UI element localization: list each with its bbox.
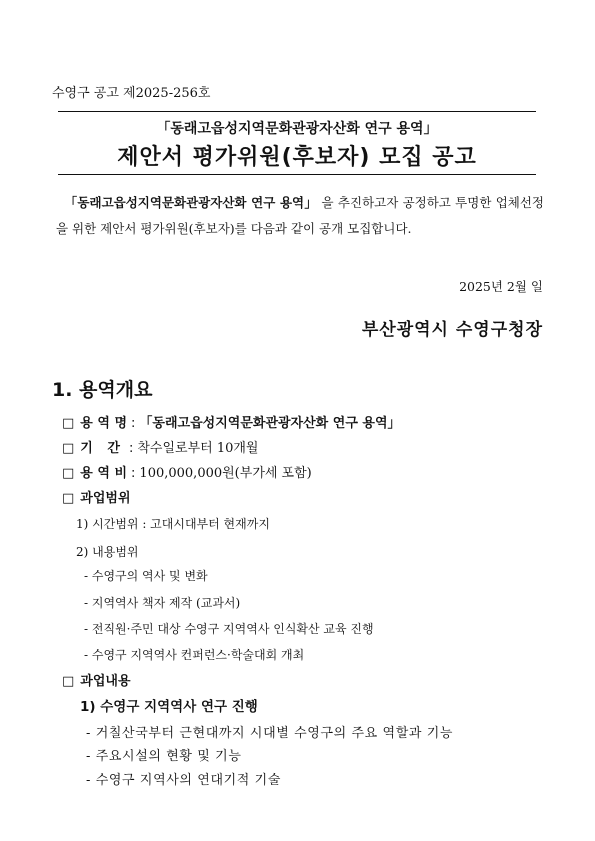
cost-row: □ 용 역 비 : 100,000,000원(부가세 포함)	[62, 462, 312, 481]
list-item: - 전직원·주민 대상 수영구 지역역사 인식확산 교육 진행	[84, 622, 374, 636]
list-item: - 수영구의 역사 및 변화	[84, 569, 208, 583]
list-item: - 수영구 지역사의 연대기적 기술	[86, 773, 281, 788]
title-rule	[58, 174, 536, 175]
checkbox-icon: □	[62, 416, 75, 431]
checkbox-icon: □	[62, 441, 75, 456]
notice-date: 2025년 2월 일	[459, 279, 543, 294]
checkbox-icon: □	[62, 674, 75, 689]
section1-heading: 1. 용역개요	[52, 379, 153, 401]
checkbox-icon: □	[62, 491, 75, 506]
period-row: □ 기 간 : 착수일로부터 10개월	[62, 437, 258, 456]
page-title: 제안서 평가위원(후보자) 모집 공고	[117, 145, 477, 170]
intro-paragraph	[56, 190, 544, 242]
service-name-row: □ 용 역 명 : 「동래고읍성지역문화관광자산화 연구 용역」	[62, 412, 401, 431]
scope-time: 1) 시간범위 : 고대시대부터 현재까지	[76, 517, 270, 531]
task-sub-title: 1) 수영구 지역역사 연구 진행	[80, 699, 258, 715]
list-item: - 거칠산국부터 근현대까지 시대별 수영구의 주요 역할과 기능	[86, 726, 454, 741]
service-name-label: 용 역 명	[80, 416, 128, 431]
checkbox-icon: □	[62, 466, 75, 481]
scope-row	[62, 487, 131, 506]
scope-label: 과업범위	[80, 491, 131, 506]
intro-text: 을 추진하고자 공정하고 투명한 업체선정을 위한 제안서 평가위원(후보자)를 다음과 같이 공개 모집합니다.	[56, 195, 544, 236]
cost-label: 용 역 비	[80, 466, 128, 481]
cost-value: 100,000,000원(부가세 포함)	[139, 466, 312, 481]
list-item: - 주요시설의 현황 및 기능	[86, 749, 242, 764]
service-name-value: 「동래고읍성지역문화관광자산화 연구 용역」	[139, 416, 401, 431]
title-line1: 「동래고읍성지역문화관광자산화 연구 용역」	[156, 121, 438, 137]
scope-content-title: 2) 내용범위	[76, 545, 139, 559]
period-value: 착수일로부터 10개월	[137, 441, 259, 456]
top-rule	[58, 111, 536, 112]
list-item: - 지역역사 책자 제작 (교과서)	[84, 596, 241, 610]
notice-number: 수영구 공고 제2025-256호	[52, 86, 211, 101]
task-label: 과업내용	[80, 674, 131, 689]
period-label: 기 간	[80, 441, 125, 456]
issuer: 부산광역시 수영구청장	[361, 320, 543, 340]
list-item: - 수영구 지역역사 컨퍼런스·학술대회 개최	[84, 648, 305, 662]
task-row	[62, 670, 131, 689]
intro-project-name: 「동래고읍성지역문화관광자산화 연구 용역」	[64, 195, 318, 210]
